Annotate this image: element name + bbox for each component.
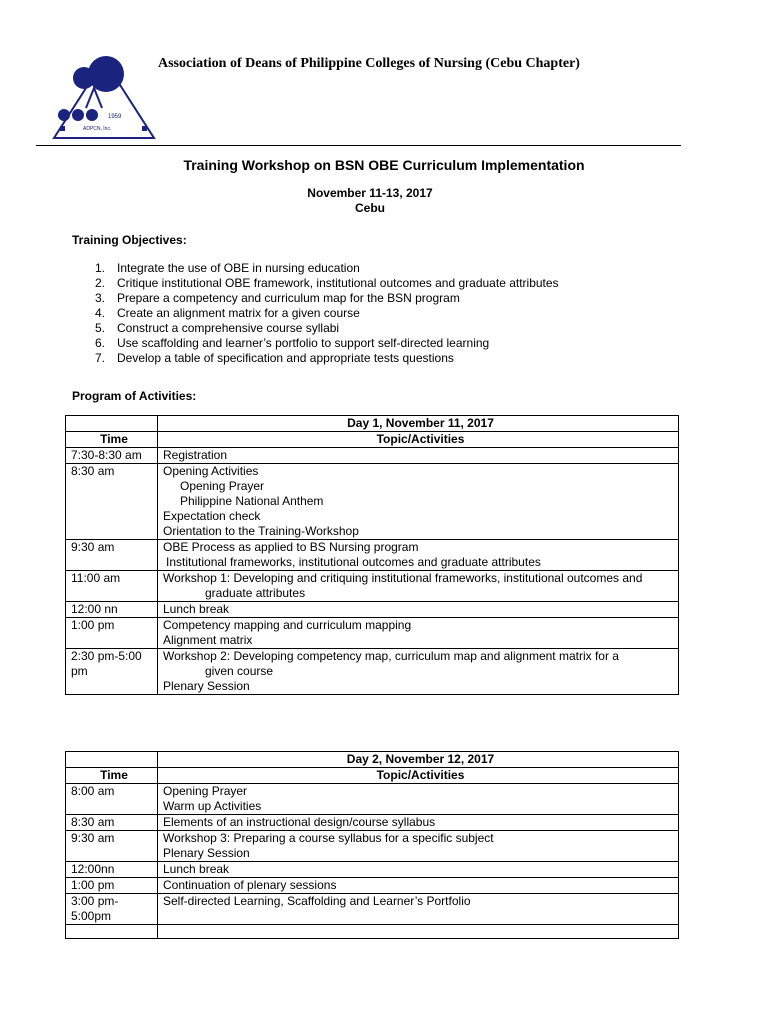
table-row xyxy=(66,464,679,540)
activity-line: Lunch break xyxy=(163,602,230,616)
svg-text:ADPCN, Inc.: ADPCN, Inc. xyxy=(83,126,112,132)
objective-item xyxy=(72,321,559,336)
blank-cell xyxy=(66,416,158,432)
objective-text: Develop a table of specification and appropriate tests questions xyxy=(117,351,454,365)
activity-line: graduate attributes xyxy=(205,586,306,600)
day-title-row xyxy=(66,416,679,432)
time-cell: 8:00 am xyxy=(66,784,158,815)
objective-text: Prepare a competency and curriculum map for the BSN program xyxy=(117,291,460,305)
empty-row xyxy=(66,925,679,939)
activity-cell xyxy=(158,540,679,571)
event-venue: Cebu xyxy=(355,201,385,215)
activity-cell xyxy=(158,464,679,540)
activity-cell xyxy=(158,618,679,649)
organization-name: Association of Deans of Philippine Colleges of Nursing (Cebu Chapter) xyxy=(158,56,580,71)
table-row xyxy=(66,831,679,862)
objective-number: 7. xyxy=(95,351,106,365)
time-cell: 2:30 pm-5:00 pm xyxy=(66,649,158,695)
col-topic-header: Topic/Activities xyxy=(158,432,679,448)
time-cell: 1:00 pm xyxy=(66,878,158,894)
time-cell: 12:00nn xyxy=(66,862,158,878)
activity-line: Workshop 1: Developing and critiquing institutional frameworks, institutional outcomes and xyxy=(163,571,643,585)
objective-item xyxy=(72,336,559,351)
day-title: Day 2, November 12, 2017 xyxy=(158,752,679,768)
objective-number: 1. xyxy=(95,261,106,275)
adpcn-logo xyxy=(52,52,156,144)
event-date: November 11-13, 2017 xyxy=(307,186,433,200)
table-row xyxy=(66,649,679,695)
activity-cell xyxy=(158,649,679,695)
activity-line: Expectation check xyxy=(163,509,261,523)
activity-line: Continuation of plenary sessions xyxy=(163,878,337,892)
activity-line: Opening Prayer xyxy=(180,479,265,493)
activity-cell xyxy=(158,571,679,602)
table-row xyxy=(66,448,679,464)
objective-text: Create an alignment matrix for a given course xyxy=(117,306,360,320)
activity-cell xyxy=(158,815,679,831)
objectives-list xyxy=(72,261,559,366)
table-row xyxy=(66,602,679,618)
activity-line: Elements of an instructional design/course syllabus xyxy=(163,815,436,829)
activity-line: Philippine National Anthem xyxy=(180,494,324,508)
time-cell: 11:00 am xyxy=(66,571,158,602)
activity-line: Opening Activities xyxy=(163,464,259,478)
table-row xyxy=(66,784,679,815)
time-cell: 1:00 pm xyxy=(66,618,158,649)
objective-item xyxy=(72,351,559,366)
activity-cell xyxy=(158,862,679,878)
time-cell: 9:30 am xyxy=(66,831,158,862)
activity-cell xyxy=(158,602,679,618)
col-time-header: Time xyxy=(66,432,158,448)
activity-line: Warm up Activities xyxy=(163,799,262,813)
day-title: Day 1, November 11, 2017 xyxy=(158,416,679,432)
table-row xyxy=(66,862,679,878)
day1-schedule-table xyxy=(65,415,679,695)
activity-line: Competency mapping and curriculum mapping xyxy=(163,618,412,632)
table-row xyxy=(66,815,679,831)
objective-item xyxy=(72,306,559,321)
activity-cell xyxy=(158,831,679,862)
time-cell: 8:30 am xyxy=(66,815,158,831)
event-date-venue xyxy=(0,186,740,216)
activity-line: Registration xyxy=(163,448,228,462)
time-cell: 9:30 am xyxy=(66,540,158,571)
activity-line: Institutional frameworks, institutional outcomes and graduate attributes xyxy=(166,555,541,569)
activity-line: OBE Process as applied to BS Nursing program xyxy=(163,540,419,554)
blank-cell xyxy=(66,752,158,768)
objective-number: 2. xyxy=(95,276,106,290)
activity-line: Plenary Session xyxy=(163,846,250,860)
objective-text: Use scaffolding and learner’s portfolio to support self-directed learning xyxy=(117,336,490,350)
header-divider xyxy=(36,145,681,146)
objective-item xyxy=(72,261,559,276)
table-row xyxy=(66,894,679,925)
day-title-row xyxy=(66,752,679,768)
objective-text: Integrate the use of OBE in nursing education xyxy=(117,261,360,275)
blank-cell xyxy=(66,925,158,939)
activity-line: Workshop 3: Preparing a course syllabus for a specific subject xyxy=(163,831,494,845)
time-cell: 7:30-8:30 am xyxy=(66,448,158,464)
time-cell: 3:00 pm-5:00pm xyxy=(66,894,158,925)
col-topic-header: Topic/Activities xyxy=(158,768,679,784)
program-heading: Program of Activities: xyxy=(72,389,197,403)
activity-cell xyxy=(158,784,679,815)
objective-item xyxy=(72,276,559,291)
column-header-row xyxy=(66,432,679,448)
column-header-row xyxy=(66,768,679,784)
activity-line: Self-directed Learning, Scaffolding and Learner’s Portfolio xyxy=(163,894,471,908)
svg-text:1959: 1959 xyxy=(108,114,122,120)
activity-line: given course xyxy=(205,664,274,678)
table-row xyxy=(66,878,679,894)
activity-cell xyxy=(158,448,679,464)
table-row xyxy=(66,618,679,649)
day2-schedule-table xyxy=(65,751,679,939)
blank-cell xyxy=(158,925,679,939)
table-row xyxy=(66,540,679,571)
objectives-heading: Training Objectives: xyxy=(72,233,187,247)
col-time-header: Time xyxy=(66,768,158,784)
activity-line: Alignment matrix xyxy=(163,633,253,647)
activity-line: Orientation to the Training-Workshop xyxy=(163,524,359,538)
activity-line: Opening Prayer xyxy=(163,784,248,798)
table-row xyxy=(66,571,679,602)
activity-line: Lunch break xyxy=(163,862,230,876)
objective-number: 4. xyxy=(95,306,106,320)
objective-text: Construct a comprehensive course syllabi xyxy=(117,321,340,335)
activity-line: Workshop 2: Developing competency map, curriculum map and alignment matrix for a xyxy=(163,649,619,663)
time-cell: 12:00 nn xyxy=(66,602,158,618)
time-cell: 8:30 am xyxy=(66,464,158,540)
objective-item xyxy=(72,291,559,306)
activity-cell xyxy=(158,878,679,894)
objective-text: Critique institutional OBE framework, institutional outcomes and graduate attributes xyxy=(117,276,559,290)
activity-line: Plenary Session xyxy=(163,679,250,693)
objective-number: 6. xyxy=(95,336,106,350)
objective-number: 3. xyxy=(95,291,106,305)
activity-cell xyxy=(158,894,679,925)
document-title: Training Workshop on BSN OBE Curriculum Implementation xyxy=(183,157,585,173)
objective-number: 5. xyxy=(95,321,106,335)
